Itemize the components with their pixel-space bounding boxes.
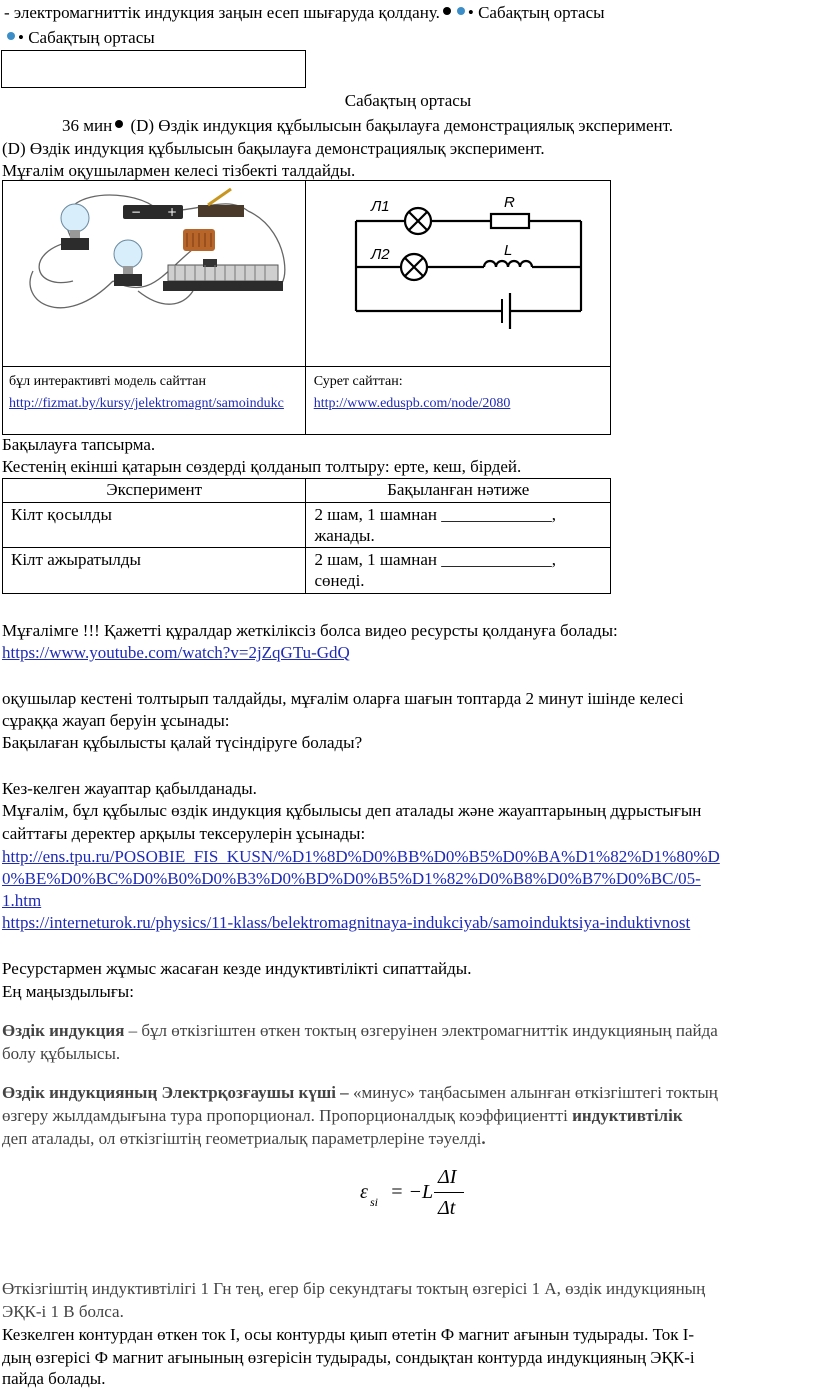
apparatus-illustration: [3, 181, 303, 361]
bullet-icon: •: [467, 3, 474, 22]
step-title: (D) Өздік индукция құбылысын бақылауға демонстрациялық эксперимент.: [130, 116, 674, 135]
left-caption-cell: [3, 367, 306, 435]
experiment-cell: Кілт қосылды: [3, 503, 306, 548]
step-repeat: (D) Өздік индукция құбылысын бақылауға демонстрациялық эксперимент.: [2, 139, 545, 158]
right-caption-cell: [305, 367, 610, 435]
observation-table: [2, 478, 611, 594]
result-line: жанады.: [314, 526, 375, 545]
formula-numerator: ΔI: [438, 1166, 457, 1188]
definition-2-line-2: [2, 1105, 683, 1126]
definition-2-line-3-text: деп аталады, ол өткізгіштің геометриалық параметрлеріне тәуелді: [2, 1129, 482, 1148]
column-header: Эксперимент: [3, 479, 306, 503]
step-line: [62, 115, 673, 136]
closing-p2-line-2: дың өзгерісі Ф магнит ағынының өзгерісін тудырады, сондықтан контурда индукцияның ЭҚК-і: [2, 1348, 695, 1367]
teacher-note: Мұғалімге !!! Қажетті құралдар жеткіліксіз болса видео ресурсты қолдануға болады:: [2, 621, 618, 640]
eduspb-link[interactable]: http://www.eduspb.com/node/2080: [313, 396, 511, 411]
bullet-icon: •: [18, 28, 24, 47]
step-time: 36 мин: [62, 116, 113, 135]
bullet-icon: [7, 32, 15, 40]
fizmat-link[interactable]: http://fizmat.by/kursy/jelektromagnt/samoindukc: [9, 396, 284, 411]
result-line: 2 шам, 1 шамнан _____________,: [314, 505, 556, 524]
formula-denominator: Δt: [438, 1197, 456, 1219]
right-caption: Сурет сайттан:: [313, 374, 403, 389]
apparatus-image-cell: [3, 181, 306, 367]
intro-text: Мұғалім оқушылармен келесі тізбекті талдайды.: [2, 161, 356, 180]
lamp-2-label: Л2: [370, 246, 390, 263]
discussion-line-1: оқушылар кестені толтырып талдайды, мұғалім оларға шағын топтарда 2 минут ішінде келесі: [2, 689, 684, 708]
discussion-accept: Кез-келген жауаптар қабылданады.: [2, 779, 257, 798]
header-line-1-tail: Сабақтың ортасы: [478, 3, 605, 22]
header-line-1-text: - электромагниттік индукция заңын есеп шығаруда қолдану.: [4, 3, 440, 22]
lamp-1-label: Л1: [370, 198, 390, 215]
header-line-2: [4, 27, 155, 48]
definition-2-term: Өздік индукцияның Электрқозғаушы күші –: [2, 1083, 349, 1102]
result-cell: [306, 503, 611, 548]
definition-2-line-3: [2, 1128, 486, 1149]
result-cell: [306, 548, 611, 594]
lamp-icon: [61, 204, 89, 232]
discussion-explain-1: Мұғалім, бұл құбылыс өздік индукция құбылысы деп аталады және жауаптарының дұрыстығын: [2, 801, 702, 820]
resistor-icon: [491, 214, 529, 228]
resistor-label: R: [503, 194, 515, 211]
table-row: [3, 548, 611, 594]
discussion-explain-2: сайттағы деректер арқылы тексерулерін ұсынады:: [2, 824, 366, 843]
inductor-icon: [484, 261, 532, 267]
resources-line-2: Ең маңыздылығы:: [2, 982, 134, 1001]
inductance-term: индуктивтілік: [572, 1106, 683, 1125]
definition-2-line-2-text: өзгеру жылдамдығына тура пропорционал. Пропорционалдық коэффициентті: [2, 1106, 573, 1125]
definition-1: [2, 1020, 718, 1041]
bullet-icon: [457, 7, 465, 15]
battery-plus-label: +: [167, 205, 178, 219]
youtube-link[interactable]: https://www.youtube.com/watch?v=2jZqGTu-GdQ: [2, 643, 350, 662]
empty-text-box[interactable]: [1, 50, 306, 88]
battery-minus-label: −: [131, 205, 142, 219]
circuit-diagram: [306, 181, 606, 361]
result-line: 2 шам, 1 шамнан _____________,: [314, 550, 556, 569]
discussion-line-2: сұраққа жауап беруін ұсынады:: [2, 711, 230, 730]
result-line: сөнеді.: [314, 571, 365, 590]
bullet-icon: [443, 7, 451, 15]
tpu-link-line-2[interactable]: 0%BE%D0%BC%D0%B0%D0%B3%D0%BD%D0%B5%D1%82%D0%B8%D0%B7%D0%BC/05-: [2, 869, 701, 888]
bullet-icon: [115, 120, 123, 128]
resources-line-1: Ресурстармен жұмыс жасаған кезде индуктивтілікті сипаттайды.: [2, 959, 472, 978]
fraction-bar: [434, 1192, 464, 1193]
closing-p2-line-1: Кезкелген контурдан өткен ток I, осы контурды қиып өтетін Ф магнит ағынын тудырады. Ток I-: [2, 1325, 695, 1344]
task-title: Бақылауға тапсырма.: [2, 435, 156, 454]
lamp-icon: [114, 240, 142, 268]
column-header: Бақыланған нәтиже: [306, 479, 611, 503]
left-caption: бұл интерактивті модель сайттан: [9, 374, 207, 389]
header-line-1: [4, 2, 605, 23]
tpu-link-line-1[interactable]: http://ens.tpu.ru/POSOBIE_FIS_KUSN/%D1%8D%D0%BB%D0%B5%D0%BA%D1%82%D1%80%D: [2, 847, 720, 866]
tpu-link-line-3[interactable]: 1.htm: [2, 891, 42, 910]
section-title: Сабақтың ортасы: [344, 91, 472, 110]
definition-2-line-3-end: .: [481, 1129, 486, 1148]
switch-icon: [198, 205, 244, 217]
closing-p2-line-3: пайда болады.: [2, 1369, 106, 1388]
definition-2: [2, 1082, 718, 1103]
formula-rhs: = −L: [390, 1181, 434, 1203]
definition-2-text: «минус» таңбасымен алынған өткізгіштегі токтың: [348, 1083, 718, 1102]
discussion-question: Бақылаған құбылысты қалай түсіндіруге болады?: [2, 733, 363, 752]
figure-table: [2, 180, 611, 435]
definition-1-term: Өздік индукция: [2, 1021, 125, 1040]
closing-p1-line-2: ЭҚК-і 1 В болса.: [2, 1302, 124, 1321]
task-instruction: Кестенің екінші қатарын сөздерді қолданып толтыру: ерте, кеш, бірдей.: [2, 457, 522, 476]
closing-p1-line-1: Өткізгіштің индуктивтілігі 1 Гн тең, егер бір секундтағы токтың өзгерісі 1 А, өздік индукцияның: [2, 1279, 706, 1298]
formula-eps: ε: [360, 1181, 368, 1203]
header-line-2-text: Сабақтың ортасы: [28, 28, 155, 47]
inductor-label: L: [503, 242, 513, 259]
interneturok-link[interactable]: https://interneturok.ru/physics/11-klass/belektromagnitnaya-indukciyab/samoinduktsiya-induktivnost: [2, 913, 691, 932]
definition-1-text: – бұл өткізгіштен өткен токтың өзгеруінен электромагниттік индукцияның пайда: [124, 1021, 718, 1040]
circuit-image-cell: [305, 181, 610, 367]
experiment-cell: Кілт ажыратылды: [3, 548, 306, 594]
formula-subscript: si: [370, 1195, 379, 1209]
definition-1-line-2: болу құбылысы.: [2, 1044, 121, 1063]
table-row: [3, 503, 611, 548]
